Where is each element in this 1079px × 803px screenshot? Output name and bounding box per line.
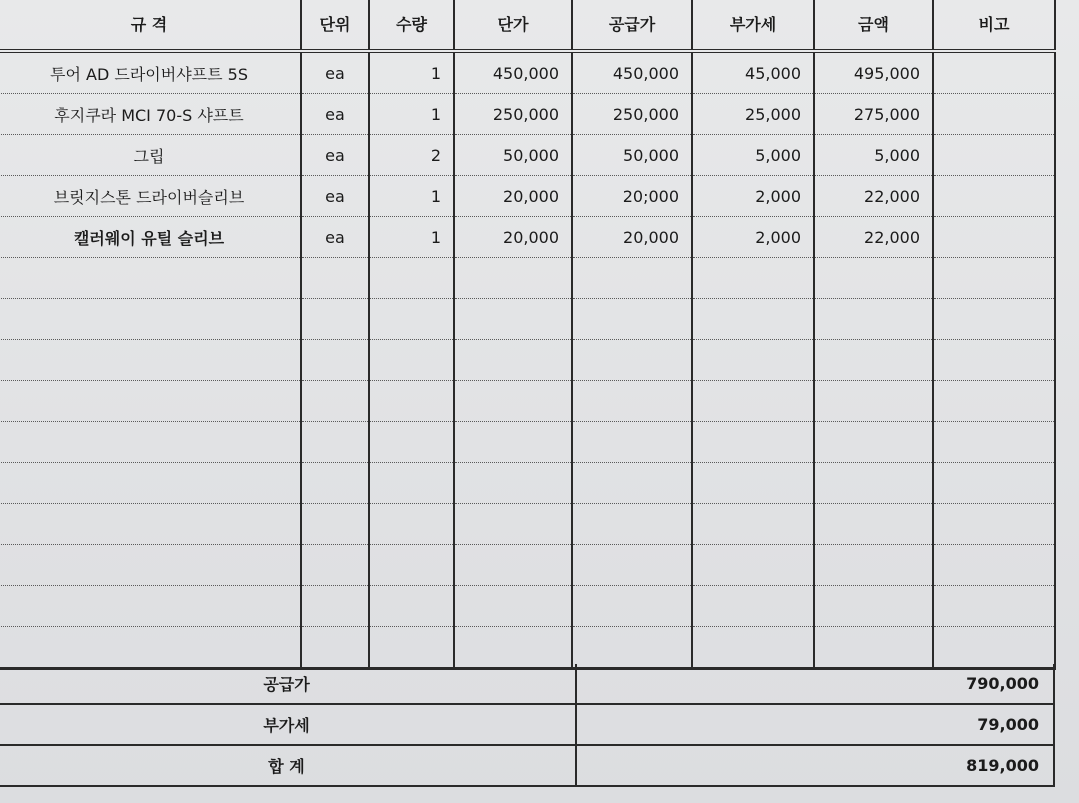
blank-cell xyxy=(369,422,454,463)
blank-cell xyxy=(301,258,369,299)
blank-cell xyxy=(369,258,454,299)
header-qty: 수량 xyxy=(369,0,454,51)
blank-cell xyxy=(301,627,369,669)
blank-cell xyxy=(572,463,692,504)
blank-cell xyxy=(692,340,814,381)
blank-cell xyxy=(0,422,301,463)
cell-unit: ea xyxy=(301,135,369,176)
blank-cell xyxy=(814,299,933,340)
cell-supply: 250,000 xyxy=(572,94,692,135)
blank-cell xyxy=(933,463,1055,504)
blank-cell xyxy=(301,504,369,545)
vat-total-label: 부가세 xyxy=(0,704,576,745)
blank-cell xyxy=(933,627,1055,669)
supply-total-value: 790,000 xyxy=(576,664,1054,704)
blank-row xyxy=(0,422,1055,463)
blank-cell xyxy=(301,381,369,422)
blank-cell xyxy=(0,463,301,504)
cell-note xyxy=(933,176,1055,217)
header-unit: 단위 xyxy=(301,0,369,51)
table-row xyxy=(0,217,1055,258)
cell-unit-price: 20,000 xyxy=(454,217,572,258)
header-amount: 금액 xyxy=(814,0,933,51)
cell-note xyxy=(933,135,1055,176)
blank-cell xyxy=(814,340,933,381)
blank-cell xyxy=(933,586,1055,627)
blank-cell xyxy=(692,586,814,627)
blank-cell xyxy=(301,299,369,340)
blank-cell xyxy=(454,381,572,422)
blank-cell xyxy=(0,586,301,627)
blank-cell xyxy=(454,504,572,545)
blank-cell xyxy=(369,627,454,669)
cell-note xyxy=(933,94,1055,135)
blank-cell xyxy=(933,504,1055,545)
cell-unit-price: 450,000 xyxy=(454,51,572,94)
supply-total-label: 공급가 xyxy=(0,664,576,704)
cell-amount: 22,000 xyxy=(814,176,933,217)
blank-cell xyxy=(301,422,369,463)
blank-cell xyxy=(692,422,814,463)
header-note: 비고 xyxy=(933,0,1055,51)
cell-vat: 45,000 xyxy=(692,51,814,94)
blank-cell xyxy=(301,586,369,627)
blank-row xyxy=(0,299,1055,340)
cell-spec: 그립 xyxy=(0,135,301,176)
cell-vat: 2,000 xyxy=(692,217,814,258)
blank-cell xyxy=(933,258,1055,299)
blank-cell xyxy=(454,258,572,299)
blank-cell xyxy=(369,545,454,586)
blank-cell xyxy=(454,627,572,669)
blank-cell xyxy=(301,545,369,586)
cell-amount: 5,000 xyxy=(814,135,933,176)
blank-cell xyxy=(369,340,454,381)
blank-cell xyxy=(933,381,1055,422)
blank-cell xyxy=(454,340,572,381)
cell-supply: 20;000 xyxy=(572,176,692,217)
grand-total-value: 819,000 xyxy=(576,745,1054,786)
blank-cell xyxy=(572,545,692,586)
blank-cell xyxy=(933,545,1055,586)
blank-row xyxy=(0,586,1055,627)
blank-row xyxy=(0,340,1055,381)
cell-spec: 캘러웨이 유틸 슬리브 xyxy=(0,217,301,258)
blank-cell xyxy=(369,463,454,504)
cell-note xyxy=(933,217,1055,258)
blank-cell xyxy=(0,258,301,299)
blank-cell xyxy=(933,299,1055,340)
blank-cell xyxy=(0,627,301,669)
blank-cell xyxy=(454,545,572,586)
blank-cell xyxy=(0,340,301,381)
blank-row xyxy=(0,258,1055,299)
blank-cell xyxy=(572,381,692,422)
header-unit-price: 단가 xyxy=(454,0,572,51)
blank-row xyxy=(0,381,1055,422)
blank-cell xyxy=(369,586,454,627)
blank-cell xyxy=(692,258,814,299)
cell-supply: 20,000 xyxy=(572,217,692,258)
cell-qty: 1 xyxy=(369,51,454,94)
cell-qty: 1 xyxy=(369,176,454,217)
blank-cell xyxy=(454,586,572,627)
totals-row-vat xyxy=(0,704,1054,745)
header-vat: 부가세 xyxy=(692,0,814,51)
cell-spec: 투어 AD 드라이버샤프트 5S xyxy=(0,51,301,94)
blank-cell xyxy=(814,545,933,586)
blank-cell xyxy=(0,545,301,586)
cell-amount: 495,000 xyxy=(814,51,933,94)
table-row xyxy=(0,176,1055,217)
cell-qty: 2 xyxy=(369,135,454,176)
blank-cell xyxy=(933,422,1055,463)
blank-cell xyxy=(454,422,572,463)
blank-cell xyxy=(572,504,692,545)
blank-cell xyxy=(814,627,933,669)
table-row xyxy=(0,51,1055,94)
header-spec: 규 격 xyxy=(0,0,301,51)
blank-cell xyxy=(692,299,814,340)
cell-unit-price: 20,000 xyxy=(454,176,572,217)
cell-note xyxy=(933,51,1055,94)
blank-cell xyxy=(572,340,692,381)
blank-cell xyxy=(814,586,933,627)
totals-table xyxy=(0,664,1055,787)
cell-spec: 후지쿠라 MCI 70-S 샤프트 xyxy=(0,94,301,135)
table-row xyxy=(0,94,1055,135)
blank-row xyxy=(0,627,1055,669)
cell-amount: 275,000 xyxy=(814,94,933,135)
cell-qty: 1 xyxy=(369,217,454,258)
blank-row xyxy=(0,463,1055,504)
blank-cell xyxy=(369,381,454,422)
cell-unit-price: 50,000 xyxy=(454,135,572,176)
grand-total-label: 합 계 xyxy=(0,745,576,786)
cell-unit: ea xyxy=(301,94,369,135)
blank-cell xyxy=(814,258,933,299)
blank-cell xyxy=(0,299,301,340)
blank-cell xyxy=(692,627,814,669)
totals-row-supply xyxy=(0,664,1054,704)
blank-cell xyxy=(692,545,814,586)
cell-supply: 50,000 xyxy=(572,135,692,176)
cell-unit: ea xyxy=(301,176,369,217)
blank-row xyxy=(0,504,1055,545)
cell-unit: ea xyxy=(301,217,369,258)
cell-spec: 브릿지스톤 드라이버슬리브 xyxy=(0,176,301,217)
cell-qty: 1 xyxy=(369,94,454,135)
blank-cell xyxy=(301,463,369,504)
blank-cell xyxy=(814,422,933,463)
blank-cell xyxy=(369,504,454,545)
blank-row xyxy=(0,545,1055,586)
blank-cell xyxy=(0,381,301,422)
table-row xyxy=(0,135,1055,176)
cell-vat: 5,000 xyxy=(692,135,814,176)
cell-vat: 25,000 xyxy=(692,94,814,135)
blank-cell xyxy=(572,258,692,299)
blank-cell xyxy=(301,340,369,381)
blank-cell xyxy=(692,463,814,504)
blank-cell xyxy=(369,299,454,340)
cell-unit-price: 250,000 xyxy=(454,94,572,135)
blank-cell xyxy=(0,504,301,545)
blank-cell xyxy=(454,463,572,504)
blank-cell xyxy=(692,381,814,422)
cell-amount: 22,000 xyxy=(814,217,933,258)
totals-row-grand xyxy=(0,745,1054,786)
cell-supply: 450,000 xyxy=(572,51,692,94)
blank-cell xyxy=(814,504,933,545)
blank-cell xyxy=(572,422,692,463)
blank-cell xyxy=(454,299,572,340)
cell-vat: 2,000 xyxy=(692,176,814,217)
blank-cell xyxy=(814,381,933,422)
blank-cell xyxy=(572,586,692,627)
header-supply: 공급가 xyxy=(572,0,692,51)
cell-unit: ea xyxy=(301,51,369,94)
blank-cell xyxy=(814,463,933,504)
blank-cell xyxy=(572,299,692,340)
blank-cell xyxy=(572,627,692,669)
vat-total-value: 79,000 xyxy=(576,704,1054,745)
blank-cell xyxy=(692,504,814,545)
blank-cell xyxy=(933,340,1055,381)
header-row xyxy=(0,0,1055,51)
